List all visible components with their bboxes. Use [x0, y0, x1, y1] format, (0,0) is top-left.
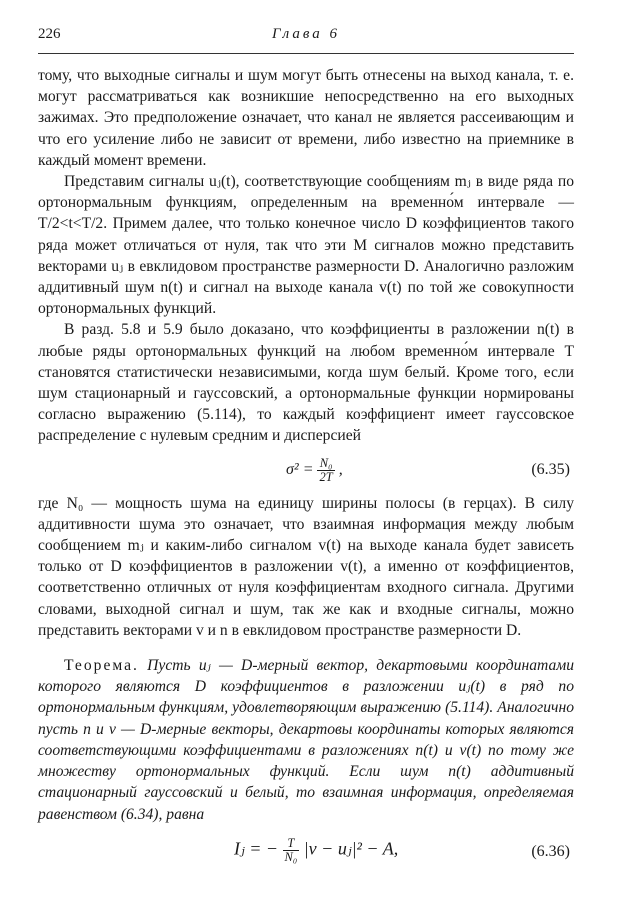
paragraph-1: тому, что выходные сигналы и шум могут быть отнесены на выход канала, т. е. могут рассматриваться как возникшие непосредственно на его выходных зажимах. Это предположение означает, что канал не является рассеивающим и что его усиление либо не зависит от времени, либо известно на приемнике в каждый момент времени.	[38, 67, 574, 169]
theorem-label: Теорема.	[64, 657, 139, 675]
header-rule	[38, 53, 574, 54]
equation-tail: ,	[338, 460, 343, 478]
equation-body	[286, 457, 343, 484]
equation-6-36	[38, 825, 574, 881]
equation-body	[234, 837, 398, 864]
equation-number: (6.35)	[531, 460, 570, 478]
equation-number: (6.36)	[531, 842, 570, 860]
equation-6-35	[38, 447, 574, 493]
fraction-denominator: 2T	[319, 469, 333, 484]
paragraph-2: Представим сигналы uⱼ(t), соответствующие сообщениям mⱼ в виде ряда по ортонормальным функциям, определенным на временно́м интервале —T/2<t<T/2. Примем далее, что только конечное число D коэффициентов такого ряда может отличаться от нуля, так что эти M сигналов можно представить векторами uⱼ в евклидовом пространстве размерности D. Аналогично разложим аддитивный шум n(t) и сигнал на выходе канала v(t) по той же совокупности ортонормальных функций.	[38, 173, 574, 318]
page-body	[38, 65, 574, 881]
spacer	[38, 641, 574, 655]
fraction	[317, 457, 334, 484]
theorem-text: Пусть uⱼ — D-мерный вектор, декартовыми координатами которого являются D коэффициентов в разложении uⱼ(t) в ряд по ортонормальным функциям, удовлетворяющим выражению (5.114). Аналогично пусть n и v — D-мерные векторы, декартовы координаты которых являются соответствующими коэффициентами в разложениях n(t) и v(t) по тому же множеству ортонормальных функций. Если шум n(t) аддитивный стационарный гауссовский и белый, то взаимная информация, определяемая равенством (6.34), равна	[38, 657, 574, 823]
fraction-denominator: N₀	[284, 849, 298, 864]
chapter-title: Глава 6	[271, 26, 341, 42]
fraction-numerator: N₀	[317, 457, 334, 471]
theorem	[38, 655, 574, 825]
page-header	[38, 26, 574, 48]
equation-rhs: |v − uⱼ|² − A,	[303, 838, 399, 859]
fraction	[283, 837, 300, 864]
paragraph-4: где N₀ — мощность шума на единицу ширины полосы (в герцах). В силу аддитивности шума это означает, что взаимная информация между любым сообщением mⱼ и каким-либо сигналом v(t) на выходе канала будет зависеть только от D коэффициентов в разложении v(t), а именно от коэффициентов, соответственно отличных от нуля коэффициентам входного сигнала. Другими словами, выходной сигнал и шум, так же как и входные сигналы, можно представить векторами v и n в евклидовом пространстве размерности D.	[38, 494, 574, 639]
equation-lhs: σ² =	[286, 460, 314, 478]
equation-lhs: Iⱼ = −	[234, 838, 279, 859]
fraction-numerator: T	[283, 837, 300, 851]
page-number: 226	[38, 26, 61, 42]
paragraph-3: В разд. 5.8 и 5.9 было доказано, что коэффициенты в разложении n(t) в любые ряды ортонормальных функций на любом временно́м интервале T становятся статистически независимыми, когда шум белый. Кроме того, если шум стационарный и гауссовский, а ортонормальные функции нормированы согласно выражению (5.114), то каждый коэффициент имеет гауссовское распределение с нулевым средним и дисперсией	[38, 321, 574, 445]
